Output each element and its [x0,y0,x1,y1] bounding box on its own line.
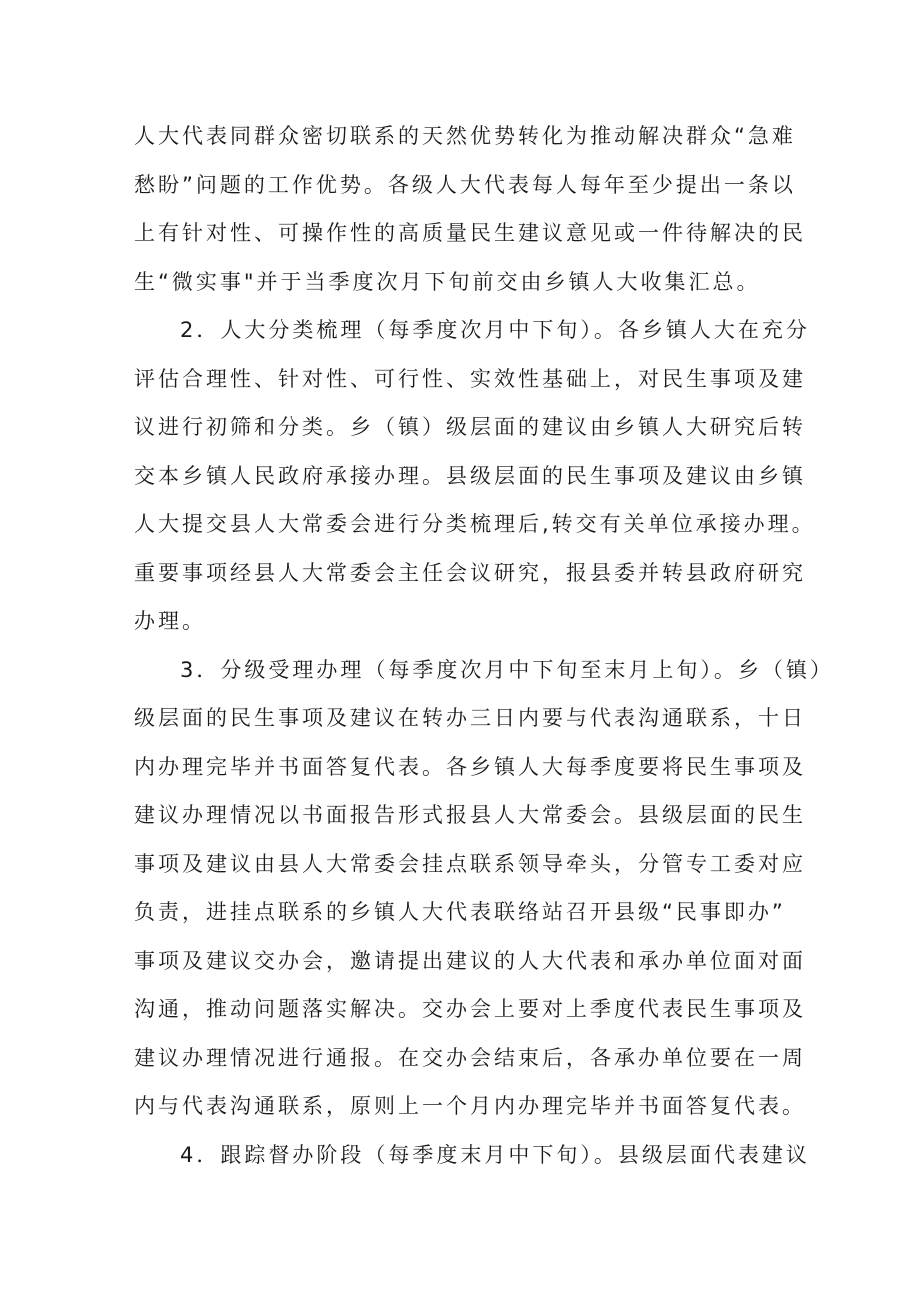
text-line-3: 上有针对性、可操作性的高质量民生建议意见或一件待解决的民 [134,221,806,245]
document-body [134,112,834,1179]
text-line-10: 重要事项经县人大常委会主任会议研究，报县委并转县政府研究 [134,560,806,585]
text-line-4: 生“微实事"并于当季度次月下旬前交由乡镇人大收集汇总。 [134,269,761,294]
text-line-7: 议进行初筛和分类。乡（镇）级层面的建议由乡镇人大研究后转 [134,415,806,439]
text-line-8: 交本乡镇人民政府承接办理。县级层面的民生事项及建议由乡镇 [134,463,806,488]
text-line-16: 事项及建议由县人大常委会挂点联系领导牵头，分管专工委对应 [134,851,806,876]
text-line-9: 人大提交县人大常委会进行分类梳理后,转交有关单位承接办理。 [134,512,816,536]
text-line-19: 沟通，推动问题落实解决。交办会上要对上季度代表民生事项及 [134,997,806,1021]
text-line-2: 愁盼”问题的工作优势。各级人大代表每人每年至少提出一条以 [134,172,796,197]
paragraph-2-start: 2．人大分类梳理（每季度次月中下旬）。各乡镇人大在充分 [180,318,810,342]
text-line-11: 办理。 [134,609,206,633]
text-line-15: 建议办理情况以书面报告形式报县人大常委会。县级层面的民生 [134,803,806,827]
paragraph-4-start: 4．跟踪督办阶段（每季度末月中下旬）。县级层面代表建议 [180,1142,810,1167]
text-line-17: 负责，进挂点联系的乡镇人大代表联络站召开县级“民事即办” [134,900,786,924]
paragraph-3-start: 3．分级受理办理（每季度次月中下旬至末月上旬）。乡（镇） [180,657,834,682]
text-line-21: 内与代表沟通联系，原则上一个月内办理完毕并书面答复代表。 [134,1094,806,1118]
text-line-14: 内办理完毕并书面答复代表。各乡镇人大每季度要将民生事项及 [134,754,806,779]
text-line-13: 级层面的民生事项及建议在转办三日内要与代表沟通联系，十日 [134,706,806,730]
text-line-20: 建议办理情况进行通报。在交办会结束后，各承办单位要在一周 [134,1045,806,1070]
text-line-6: 评估合理性、针对性、可行性、实效性基础上，对民生事项及建 [134,366,806,391]
text-line-1: 人大代表同群众密切联系的天然优势转化为推动解决群众“急难 [134,124,796,148]
text-line-18: 事项及建议交办会，邀请提出建议的人大代表和承办单位面对面 [134,948,806,973]
